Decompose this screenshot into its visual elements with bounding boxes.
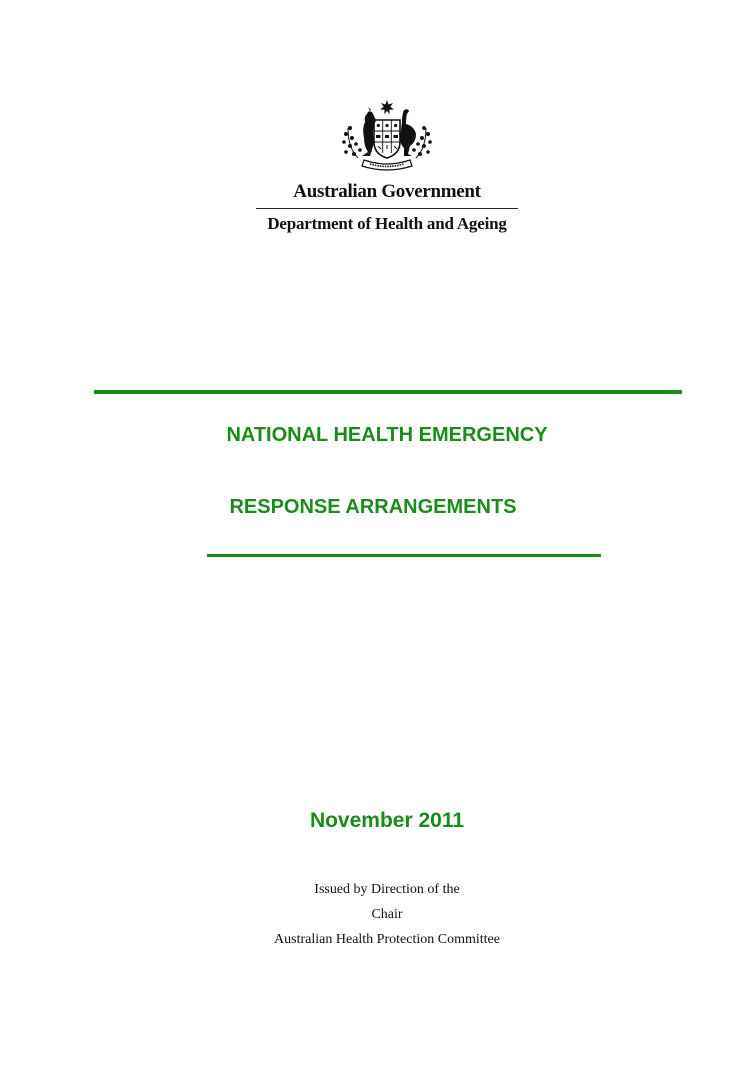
issued-by-line-1: Issued by Direction of the bbox=[314, 882, 460, 897]
title-top-rule bbox=[94, 390, 682, 394]
header-divider bbox=[256, 208, 518, 209]
title-bottom-rule bbox=[207, 554, 601, 557]
department-name: Department of Health and Ageing bbox=[267, 214, 507, 233]
issued-by-line-2: Chair bbox=[371, 907, 403, 922]
coat-of-arms-icon bbox=[334, 98, 440, 178]
issued-by-line-3: Australian Health Protection Committee bbox=[274, 932, 500, 947]
document-title-line-2: RESPONSE ARRANGEMENTS bbox=[229, 496, 517, 518]
government-name: Australian Government bbox=[293, 181, 481, 202]
publication-date: November 2011 bbox=[309, 809, 465, 832]
document-title-line-1: NATIONAL HEALTH EMERGENCY bbox=[226, 424, 548, 446]
